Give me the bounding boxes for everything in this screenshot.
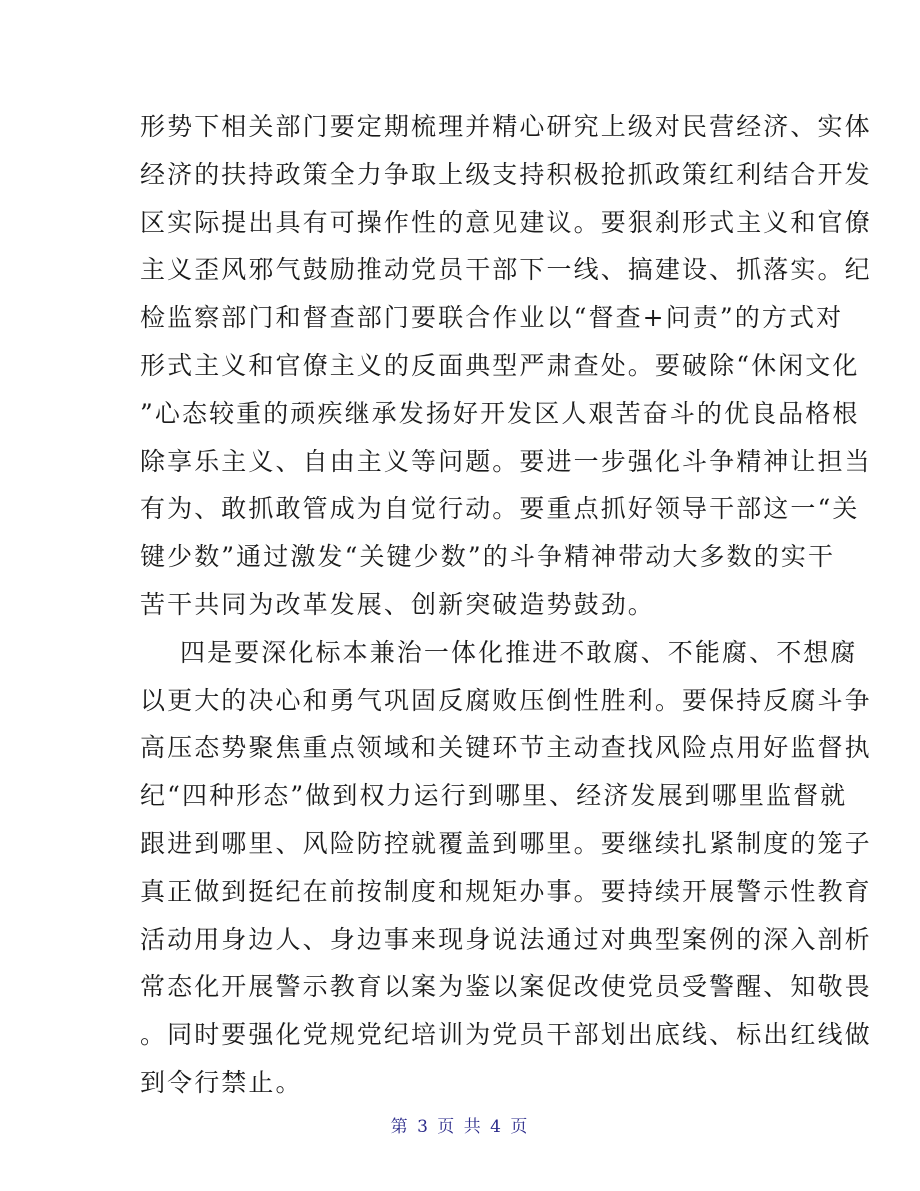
text-line: 形式主义和官僚主义的反面典型严肃查处。要破除“休闲文化 [140,350,860,380]
text-line: 以更大的决心和勇气巩固反腐败压倒性胜利。要保持反腐斗争 [140,685,872,715]
text-line: 主义歪风邪气鼓励推动党员干部下一线、搞建设、抓落实。纪 [140,255,872,285]
paragraph-first-line: 四是要深化标本兼治一体化推进不敢腐、不能腐、不想腐 [180,637,858,667]
text-line: 跟进到哪里、风险防控就覆盖到哪里。要继续扎紧制度的笼子 [140,828,872,858]
text-line: 苦干共同为改革发展、创新突破造势鼓劲。 [140,589,655,619]
text-line: 除享乐主义、自由主义等问题。要进一步强化斗争精神让担当 [140,446,872,476]
text-line: 纪“四种形态”做到权力运行到哪里、经济发展到哪里监督就 [140,781,848,811]
text-line: 检监察部门和督查部门要联合作业以“督查+问责”的方式对 [140,303,844,333]
text-line: 形势下相关部门要定期梳理并精心研究上级对民营经济、实体 [140,112,872,141]
page-number-footer: 第 3 页 共 4 页 [390,1117,530,1137]
text-line: 键少数”通过激发“关键少数”的斗争精神带动大多数的实干 [140,542,836,572]
document-body [140,103,872,1107]
text-line: 经济的扶持政策全力争取上级支持积极抢抓政策红利结合开发 [140,159,872,189]
text-line: 。同时要强化党规党纪培训为党员干部划出底线、标出红线做 [140,1020,872,1050]
text-line: 高压态势聚焦重点领域和关键环节主动查找风险点用好监督执 [140,733,872,763]
text-line: 真正做到挺纪在前按制度和规矩办事。要持续开展警示性教育 [140,876,872,906]
text-line: 常态化开展警示教育以案为鉴以案促改使党员受警醒、知敬畏 [140,972,872,1002]
text-line: 有为、敢抓敢管成为自觉行动。要重点抓好领导干部这一“关 [140,494,860,524]
text-line: 区实际提出具有可操作性的意见建议。要狠刹形式主义和官僚 [140,207,872,237]
text-line: 到令行禁止。 [140,1067,303,1097]
text-line: 活动用身边人、身边事来现身说法通过对典型案例的深入剖析 [140,924,872,954]
text-line: ”心态较重的顽疾继承发扬好开发区人艰苦奋斗的优良品格根 [140,398,860,428]
